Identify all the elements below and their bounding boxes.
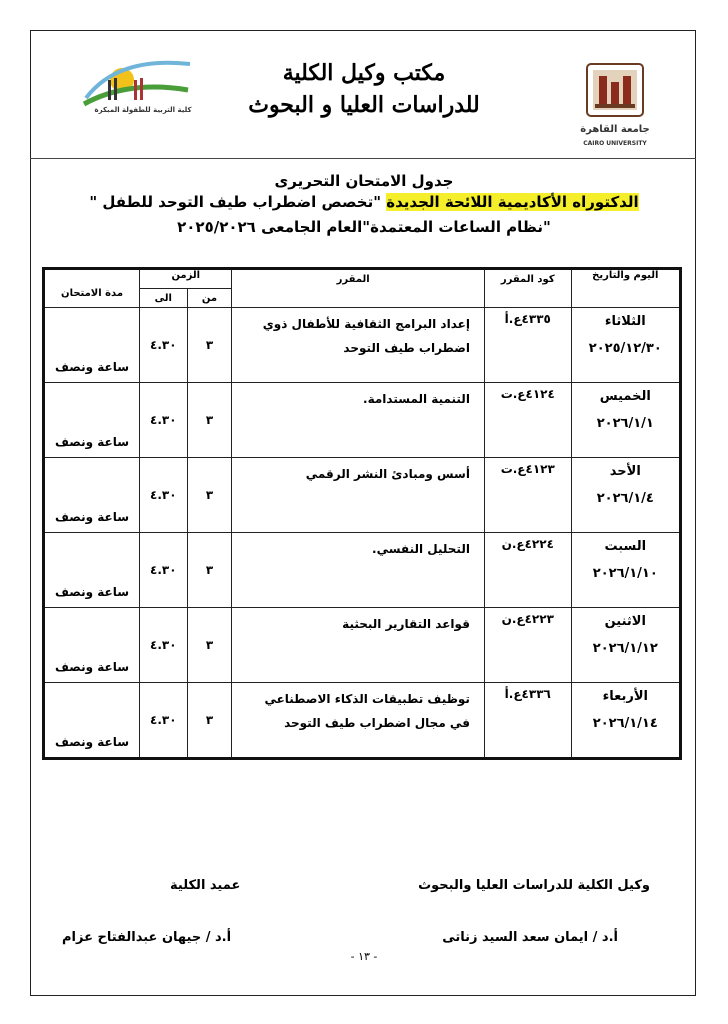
course-code: ٤١٢٣ع.ت: [484, 458, 571, 533]
time-from: ٣: [187, 383, 232, 458]
time-from: ٣: [187, 608, 232, 683]
exam-duration: ساعة ونصف: [44, 683, 140, 759]
table-row: [44, 458, 681, 533]
program-title: [0, 193, 728, 211]
header-code: كود المقرر: [484, 269, 571, 308]
exam-schedule-table: [42, 267, 682, 760]
faculty-logo-text: كلية التربية للطفولة المبكرة: [94, 106, 192, 114]
course-name-line1: إعداد البرامج الثقافية للأطفال ذوي: [262, 317, 470, 331]
course-name-line1: التنمية المستدامة.: [363, 392, 470, 406]
table-row: [44, 308, 681, 383]
dean-title: عميد الكلية: [170, 878, 241, 893]
header-divider: [30, 158, 696, 159]
time-to: ٤.٣٠: [140, 533, 188, 608]
day-date-cell: [571, 533, 680, 608]
time-from: ٣: [187, 458, 232, 533]
time-from: ٣: [187, 533, 232, 608]
day-name: الأحد: [609, 464, 641, 479]
cairo-university-ar: جامعة القاهرة: [580, 124, 650, 135]
course-name-cell: [232, 458, 485, 533]
cairo-university-logo: [575, 60, 655, 150]
exam-duration: ساعة ونصف: [44, 308, 140, 383]
day-date-cell: [571, 683, 680, 759]
course-name-line2: في مجال اضطراب طيف التوحد: [284, 716, 470, 730]
course-code: ٤٢٢٤ع.ن: [484, 533, 571, 608]
academic-year-title: "نظام الساعات المعتمدة"العام الجامعى ٢٠٢٥/٢٠٢٦: [177, 218, 551, 236]
office-title-line1: مكتب وكيل الكلية: [282, 60, 446, 86]
exam-duration: ساعة ونصف: [44, 608, 140, 683]
day-name: الخميس: [599, 389, 651, 404]
course-name-line1: التحليل النفسي.: [372, 542, 470, 556]
exam-date: ٢٠٢٦/١/١٢: [592, 641, 658, 656]
exam-schedule-title: جدول الامتحان التحريرى: [274, 172, 454, 190]
day-date-cell: [571, 383, 680, 458]
page-number: - ١٣ -: [350, 950, 378, 963]
day-name: الاثنين: [604, 614, 646, 629]
table-row: [44, 683, 681, 759]
program-title-specialty: "تخصص اضطراب طيف التوحد للطفل ": [89, 193, 387, 211]
course-name-cell: [232, 608, 485, 683]
time-to: ٤.٣٠: [140, 308, 188, 383]
dean-name: أ.د / جيهان عبدالفتاح عزام: [62, 930, 232, 945]
time-to: ٤.٣٠: [140, 608, 188, 683]
exam-date: ٢٠٢٦/١/٤: [596, 491, 654, 506]
program-title-highlight: الدكتوراه الأكاديمية اللائحة الجديدة: [386, 193, 639, 211]
day-name: الثلاثاء: [604, 314, 646, 329]
course-name-line1: قواعد التقارير البحثية: [342, 617, 470, 631]
day-name: الأربعاء: [602, 689, 648, 704]
office-title-line2: للدراسات العليا و البحوث: [248, 92, 480, 118]
table-row: [44, 383, 681, 458]
course-code: ٤١٢٤ع.ت: [484, 383, 571, 458]
exam-duration: ساعة ونصف: [44, 533, 140, 608]
time-from: ٣: [187, 683, 232, 759]
header-day-date: اليوم والتاريخ: [571, 269, 680, 308]
exam-date: ٢٠٢٦/١/١: [596, 416, 654, 431]
course-name-cell: [232, 383, 485, 458]
day-date-cell: [571, 308, 680, 383]
exam-duration: ساعة ونصف: [44, 458, 140, 533]
course-name-line2: اضطراب طيف التوحد: [343, 341, 470, 355]
day-date-cell: [571, 608, 680, 683]
day-date-cell: [571, 458, 680, 533]
time-to: ٤.٣٠: [140, 683, 188, 759]
exam-date: ٢٠٢٦/١/١٠: [592, 566, 658, 581]
table-row: [44, 608, 681, 683]
exam-date: ٢٠٢٦/١/١٤: [592, 716, 658, 731]
course-name-cell: [232, 308, 485, 383]
course-code: ٤٣٣٥ع.أ: [484, 308, 571, 383]
course-code: ٤٣٣٦ع.أ: [484, 683, 571, 759]
time-to: ٤.٣٠: [140, 383, 188, 458]
vice-dean-name: أ.د / ايمان سعد السيد زناتى: [442, 930, 618, 945]
header-to: الى: [140, 289, 188, 308]
exam-date: ٢٠٢٥/١٢/٣٠: [588, 341, 662, 356]
course-name-line1: أسس ومبادئ النشر الرقمي: [305, 467, 470, 481]
course-name-line1: توظيف تطبيقات الذكاء الاصطناعي: [264, 692, 470, 706]
time-from: ٣: [187, 308, 232, 383]
exam-duration: ساعة ونصف: [44, 383, 140, 458]
header-from: من: [187, 289, 232, 308]
time-to: ٤.٣٠: [140, 458, 188, 533]
day-name: السبت: [604, 539, 647, 554]
course-name-cell: [232, 533, 485, 608]
vice-dean-title: وكيل الكلية للدراسات العليا والبحوث: [418, 878, 650, 893]
header-duration: مدة الامتحان: [44, 269, 140, 308]
course-name-cell: [232, 683, 485, 759]
header-time: الزمن: [140, 269, 232, 289]
table-row: [44, 533, 681, 608]
course-code: ٤٢٢٣ع.ن: [484, 608, 571, 683]
header-course: المقرر: [232, 269, 485, 308]
cairo-university-en: CAIRO UNIVERSITY: [583, 140, 647, 147]
